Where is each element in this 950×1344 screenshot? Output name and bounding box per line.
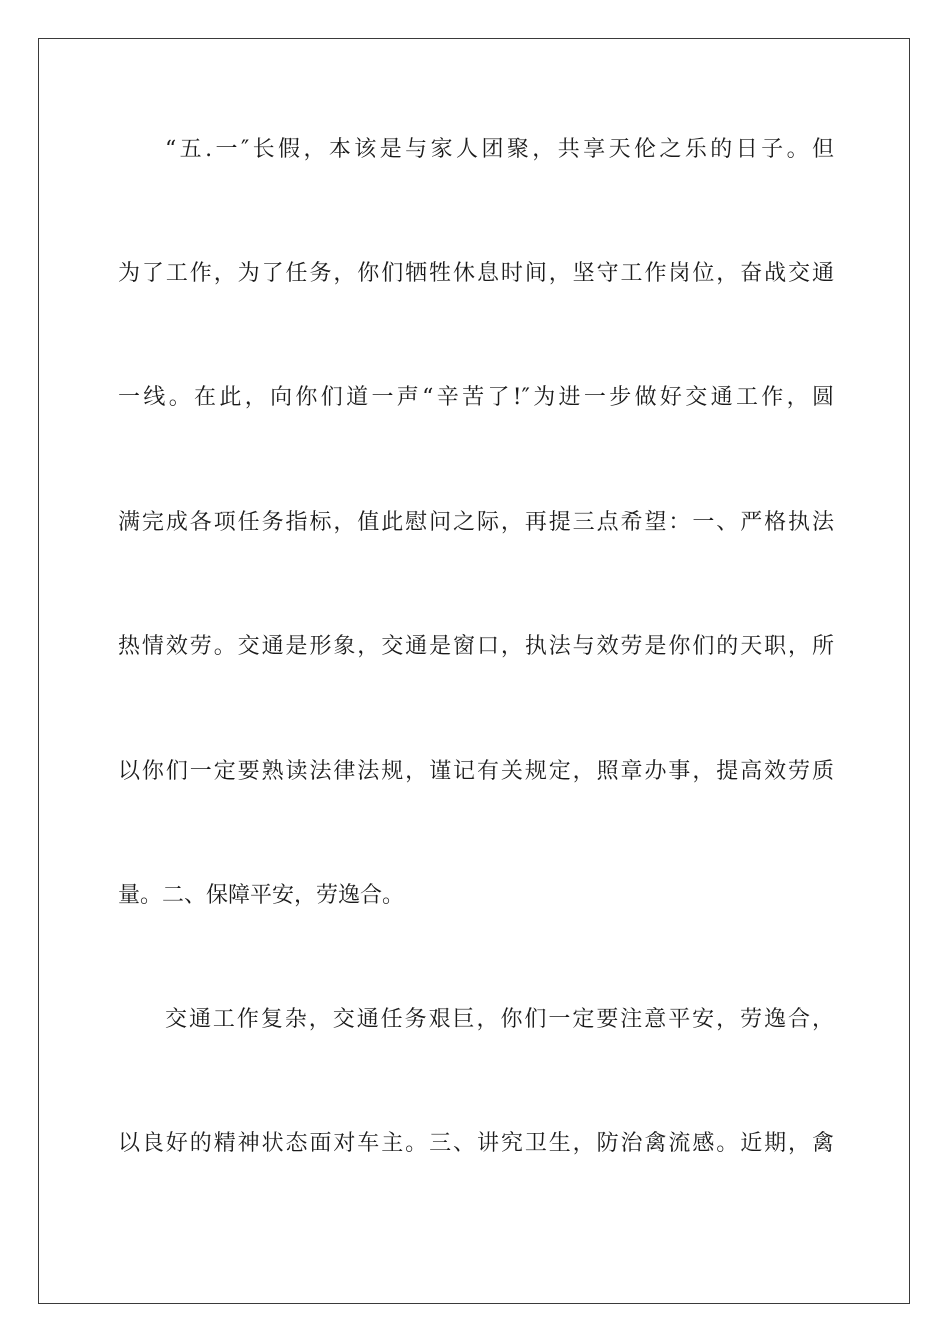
paragraph-1-line-7: 量。二、保障平安，劳逸合。 [118,883,405,908]
page-border [38,38,910,1304]
paragraph-1-line-3: 一线。在此，向你们道一声“辛苦了!″为进一步做好交通工作，圆 [118,385,834,410]
paragraph-2-line-2: 以良好的精神状态面对车主。三、讲究卫生，防治禽流感。近期，禽 [118,1131,834,1156]
paragraph-1-line-4: 满完成各项任务指标，值此慰问之际，再提三点希望：一、严格执法 [118,510,834,535]
paragraph-1-line-2: 为了工作，为了任务，你们牺牲休息时间，坚守工作岗位，奋战交通 [118,261,834,286]
paragraph-1-line-5: 热情效劳。交通是形象，交通是窗口，执法与效劳是你们的天职，所 [118,634,834,659]
paragraph-1-line-6: 以你们一定要熟读法律法规，谨记有关规定，照章办事，提高效劳质 [118,759,834,784]
paragraph-1-line-1: “五.一″长假，本该是与家人团聚，共享天伦之乐的日子。但 [165,137,834,162]
paragraph-2-line-1: 交通工作复杂，交通任务艰巨，你们一定要注意平安，劳逸合， [165,1007,834,1032]
